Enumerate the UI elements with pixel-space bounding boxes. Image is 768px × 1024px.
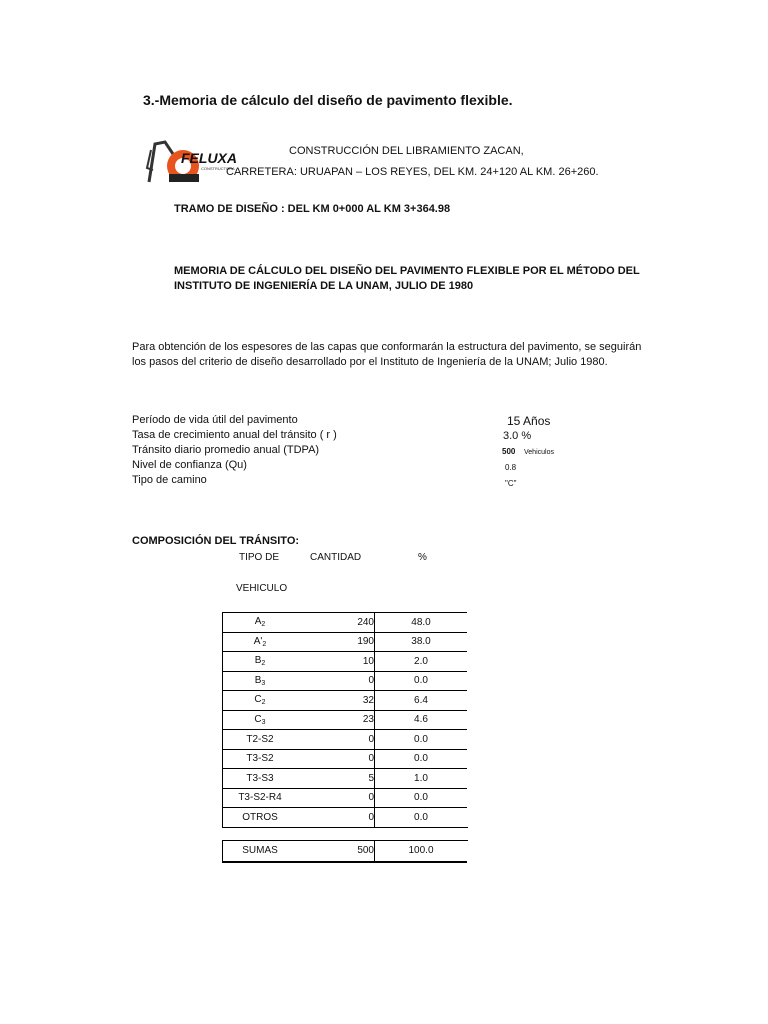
col-header-cantidad: CANTIDAD — [310, 552, 362, 563]
cantidad-cell: 23 — [297, 710, 375, 730]
sum-label: SUMAS — [223, 840, 298, 862]
table-row — [223, 749, 468, 769]
table-row — [223, 730, 468, 750]
cantidad-cell: 10 — [297, 652, 375, 672]
spacer-row — [223, 827, 468, 840]
tipo-cell: $C_2$ — [223, 691, 298, 711]
tipo-cell: T3-S3 — [223, 769, 298, 789]
pct-cell: 2.0 — [375, 652, 468, 672]
cantidad-cell: 0 — [297, 730, 375, 750]
composicion-title: COMPOSICIÓN DEL TRÁNSITO: — [132, 535, 300, 547]
param-value: 15 Años — [507, 414, 551, 428]
cantidad-cell: 0 — [297, 788, 375, 808]
col-header-vehiculo: VEHICULO — [236, 583, 288, 594]
pct-cell: 0.0 — [375, 730, 468, 750]
pct-cell: 6.4 — [375, 691, 468, 711]
intro-paragraph: Para obtención de los espesores de las capas que conformarán la estructura del pavimento, se seguirán los pasos del criterio de diseño desarrollado por el Instituto de Ingeniería de la UNAM; Julio 1980. — [132, 341, 642, 368]
param-value: 500 — [502, 447, 516, 456]
table-row — [223, 652, 468, 672]
memoria-heading: MEMORIA DE CÁLCULO DEL DISEÑO DEL PAVIMENTO FLEXIBLE POR EL MÉTODO DEL INSTITUTO DE INGENIERÍA DE LA UNAM, JULIO DE 1980 — [174, 265, 640, 292]
cantidad-cell: 190 — [297, 632, 375, 652]
param-label: Período de vida útil del pavimento — [132, 414, 298, 426]
tipo-cell: OTROS — [223, 808, 298, 828]
pct-cell: 0.0 — [375, 671, 468, 691]
table-row — [223, 632, 468, 652]
param-label: Tasa de crecimiento anual del tránsito ( r ) — [132, 429, 337, 441]
traffic-composition-table — [222, 612, 468, 863]
tipo-cell: $A'_2$ — [223, 632, 298, 652]
tramo-heading: TRAMO DE DISEÑO : DEL KM 0+000 AL KM 3+364.98 — [174, 203, 451, 215]
table-row — [223, 691, 468, 711]
param-label: Tránsito diario promedio anual (TDPA) — [132, 444, 320, 456]
param-value: "C" — [505, 479, 517, 488]
tipo-cell: T3-S2-R4 — [223, 788, 298, 808]
cantidad-cell: 32 — [297, 691, 375, 711]
param-value: 0.8 — [505, 463, 517, 472]
sum-cantidad: 500 — [297, 840, 375, 862]
header-line-1: CONSTRUCCIÓN DEL LIBRAMIENTO ZACAN, — [289, 145, 524, 157]
cantidad-cell: 240 — [297, 613, 375, 633]
tipo-cell: $C_3$ — [223, 710, 298, 730]
pct-cell: 0.0 — [375, 788, 468, 808]
sum-pct: 100.0 — [375, 840, 468, 862]
pct-cell: 0.0 — [375, 749, 468, 769]
page-title: 3.-Memoria de cálculo del diseño de pavimento flexible. — [143, 92, 513, 108]
logo-text: FELUXA — [181, 150, 237, 166]
sum-row — [223, 840, 468, 862]
pct-cell: 38.0 — [375, 632, 468, 652]
cantidad-cell: 0 — [297, 749, 375, 769]
tipo-cell: $B_2$ — [223, 652, 298, 672]
table-row — [223, 671, 468, 691]
logo-subtext: CONSTRUCTORA — [201, 166, 235, 171]
table-row — [223, 788, 468, 808]
cantidad-cell: 5 — [297, 769, 375, 789]
param-label: Nivel de confianza (Qu) — [132, 459, 247, 471]
table-row — [223, 613, 468, 633]
cantidad-cell: 0 — [297, 808, 375, 828]
header-line-2: CARRETERA: URUAPAN – LOS REYES, DEL KM. 24+120 AL KM. 26+260. — [226, 166, 599, 178]
pct-cell: 48.0 — [375, 613, 468, 633]
table-row — [223, 769, 468, 789]
param-label: Tipo de camino — [132, 474, 207, 486]
param-value: 3.0 % — [503, 430, 532, 442]
param-unit: Vehiculos — [524, 449, 554, 456]
pct-cell: 1.0 — [375, 769, 468, 789]
table-row — [223, 808, 468, 828]
pct-cell: 0.0 — [375, 808, 468, 828]
tipo-cell: $A_2$ — [223, 613, 298, 633]
table-row — [223, 710, 468, 730]
col-header-tipo: TIPO DE — [239, 552, 280, 563]
tipo-cell: $B_3$ — [223, 671, 298, 691]
pct-cell: 4.6 — [375, 710, 468, 730]
tipo-cell: T2-S2 — [223, 730, 298, 750]
cantidad-cell: 0 — [297, 671, 375, 691]
col-header-pct: % — [418, 552, 427, 563]
tipo-cell: T3-S2 — [223, 749, 298, 769]
